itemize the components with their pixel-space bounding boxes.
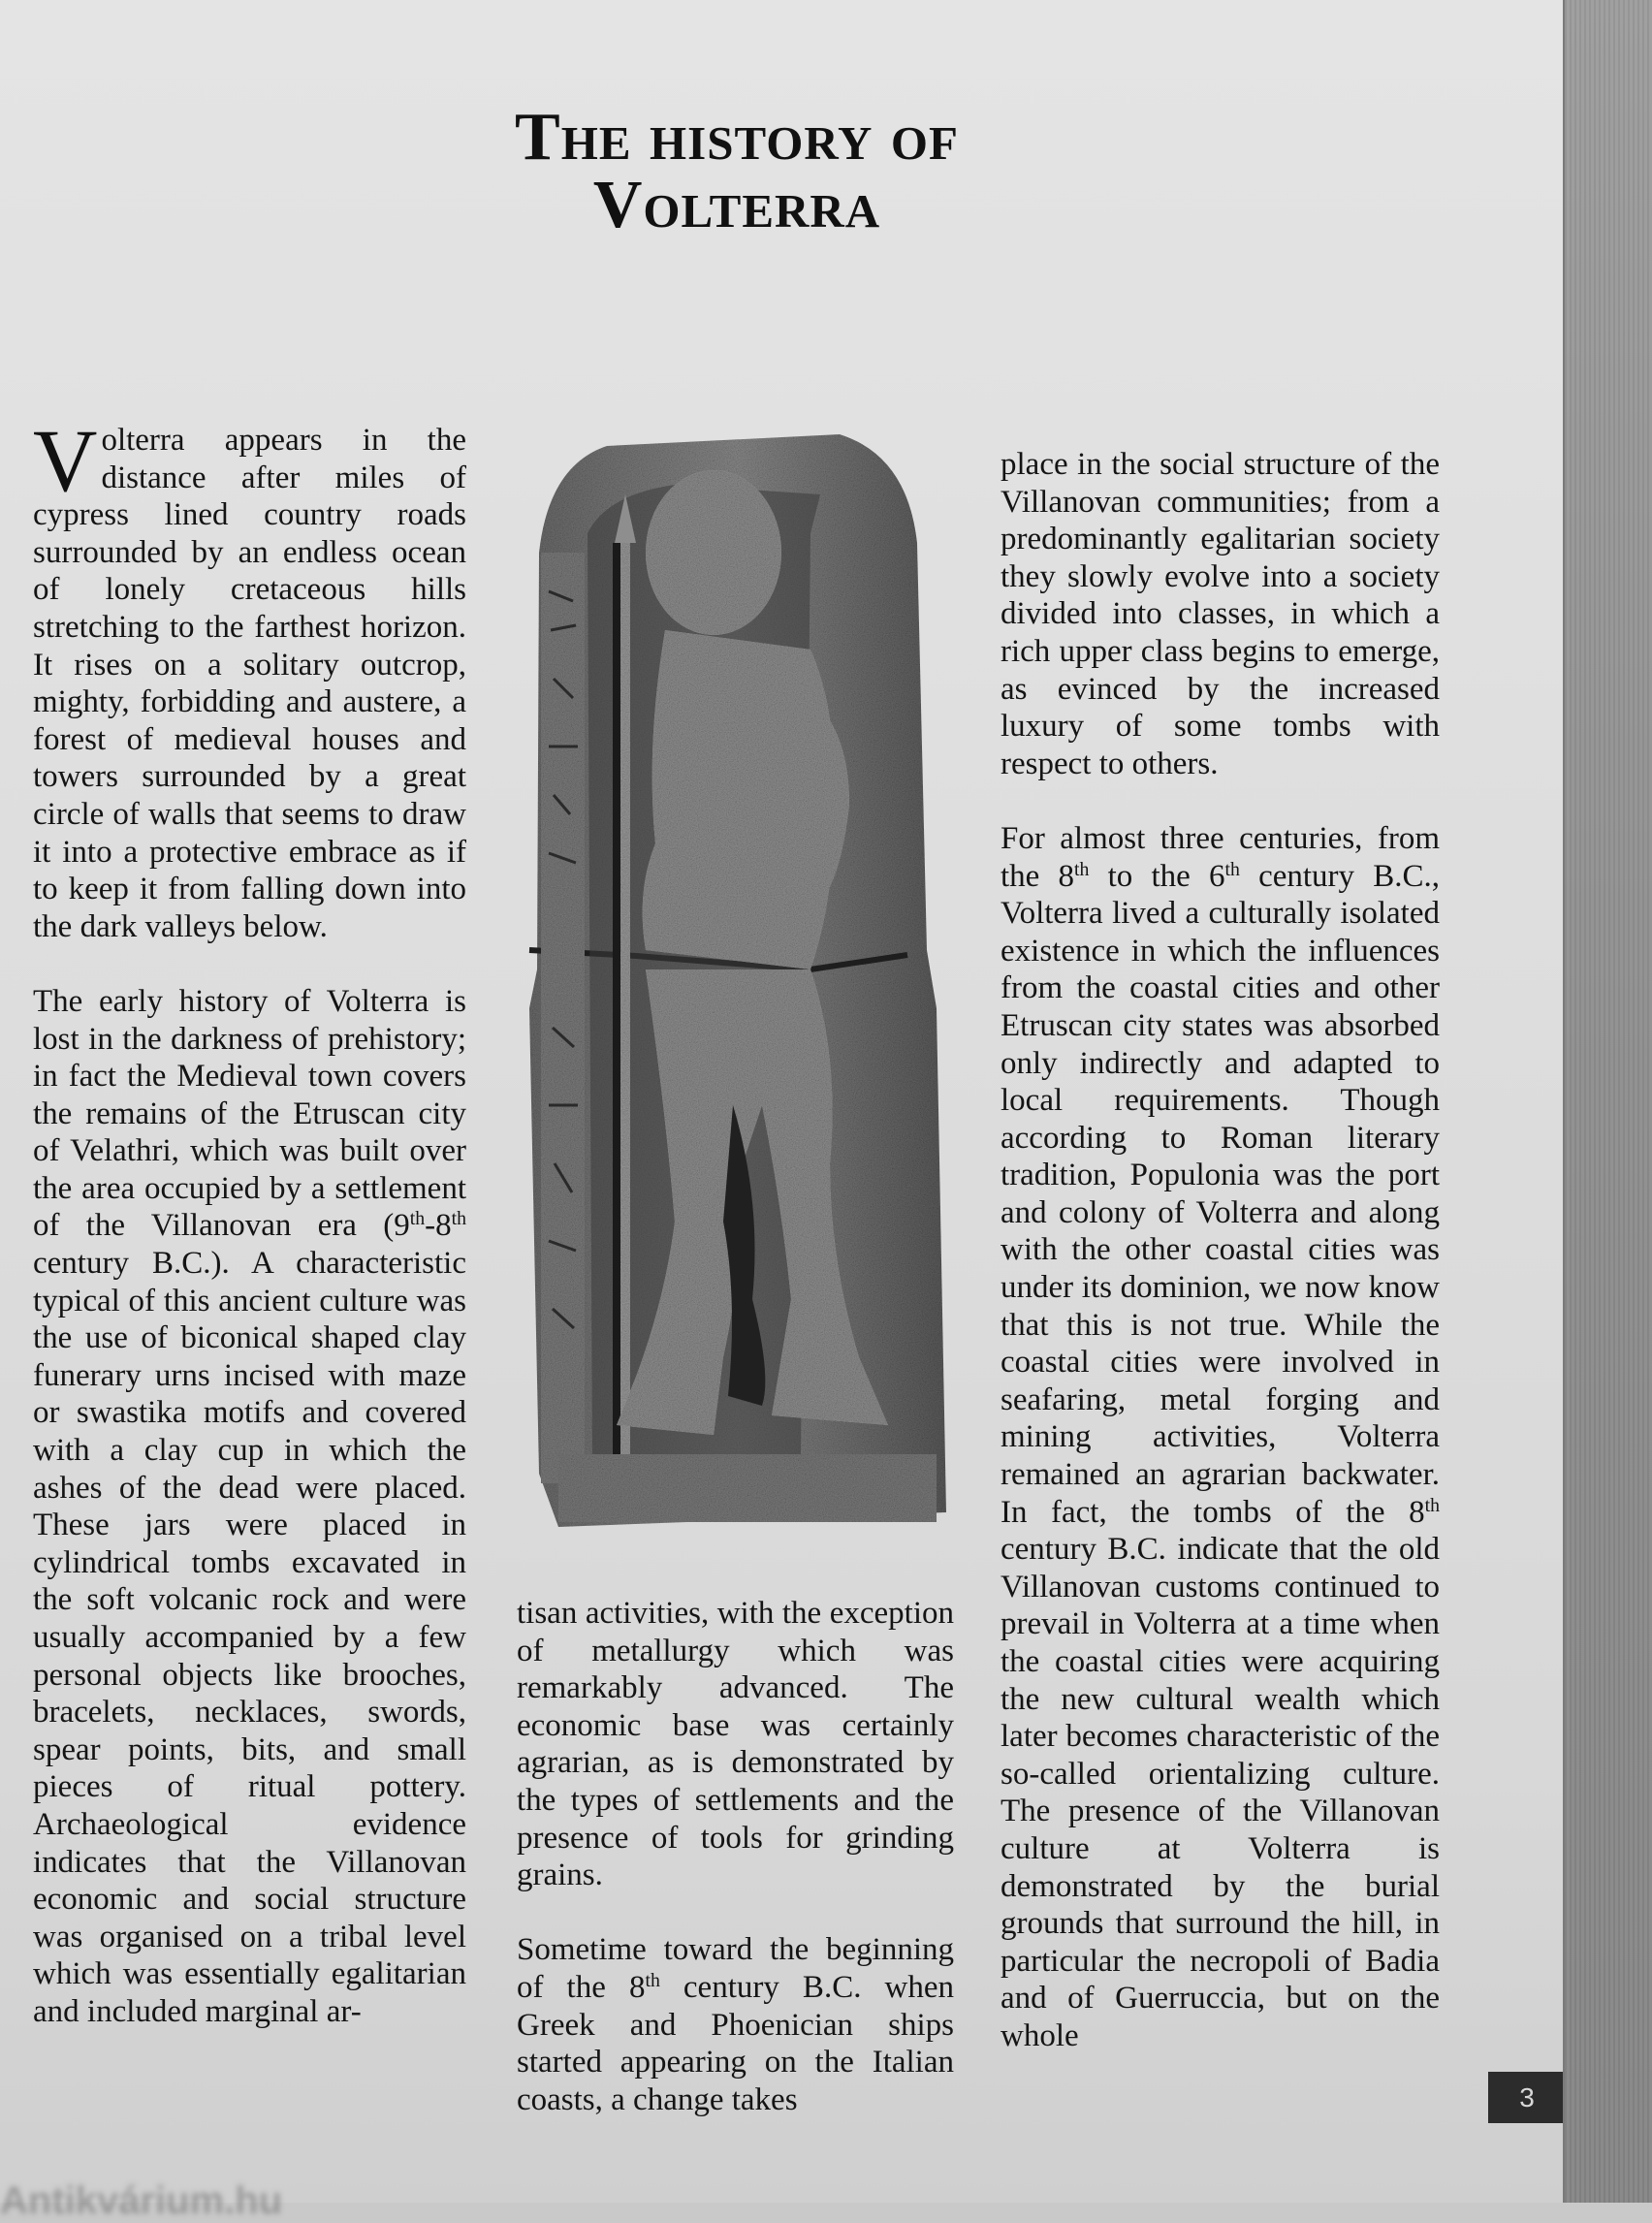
text-column-3 — [1001, 446, 1440, 2055]
ordinal-suffix: th — [645, 1970, 660, 1992]
page-title — [368, 100, 1105, 243]
text-column-1 — [33, 411, 466, 2031]
paragraph: place in the social structure of the Villanovan communities; from a predominantly egalitarian society they slowly evolve into a society divided into classes, in which a rich upper class begins to emerge, as evinced by the increased luxury of some tombs with respect to others. — [1001, 447, 1440, 781]
inscription-band — [541, 553, 585, 1483]
stele-base — [558, 1454, 937, 1522]
ordinal-suffix: th — [451, 1208, 466, 1230]
spear-shaft — [620, 533, 630, 1454]
ordinal-suffix: th — [409, 1208, 426, 1230]
paragraph: The early history of Volterra is lost in the darkness of prehistory; in fact the Medieval town covers the remains of the Etruscan city of Velathri, which was built over the area occupied by a settlement of the Villanovan era (9th-8th century B.C.). A characteristic typical of this ancient culture was the use of biconical shaped clay funerary urns incised with maze or swastika motifs and covered with a clay cup in which the ashes of the dead were placed. These jars were placed in cylindrical tombs excavated in the soft volcanic rock and were usually accompanied by a few personal objects like brooches, bracelets, necklaces, swords, spear points, bits, and small pieces of ritual pottery. Archaeological evidence indicates that the Villanovan economic and social structure was organised on a tribal level which was essentially egalitarian and included marginal ar- — [33, 983, 466, 2029]
paragraph: For almost three centuries, from the 8th to the 6th century B.C., Volterra lived a culturally isolated existence in which the influences from the coastal cities and other Etruscan city states was absorbed only indirectly and adapted to local requirements. Though according to Roman literary tradition, Populonia was the port and colony of Volterra and along with the other coastal cities was under its dominion, we now know that this is not true. While the coastal cities were involved in seafaring, metal forging and mining activities, Volterra remained an agrarian backwater. In fact, the tombs of the 8th century B.C. indicate that the old Villanovan customs continued to prevail in Volterra at a time when the coastal cities were acquiring the new cultural wealth which later becomes characteristic of the so-called orientalizing culture. The presence of the Villanovan culture at Volterra is demonstrated by the burial grounds that surround the hill, in particular the necropoli of Badia and of Guerruccia, but on the whole — [1001, 820, 1440, 2053]
ordinal-suffix: th — [1074, 858, 1090, 880]
drop-cap: V — [33, 411, 98, 510]
watermark: Antikvárium.hu — [0, 2179, 283, 2222]
paragraph-intro — [33, 411, 466, 945]
text-column-2 — [517, 1595, 954, 2118]
paragraph: tisan activities, with the exception of metallurgy which was remarkably advanced. The economic base was certainly agrarian, as is demonstrated by the types of settlements and the presence of tools for grinding grains. — [517, 1596, 954, 1893]
paragraph: Sometime toward the beginning of the 8th century B.C. when Greek and Phoenician ships started appearing on the Italian coasts, a change takes — [517, 1932, 955, 2117]
title-line-2: Volterra — [592, 168, 881, 243]
ordinal-suffix: th — [1424, 1494, 1440, 1516]
warrior-stele-image — [520, 427, 954, 1532]
ordinal-suffix: th — [1224, 858, 1240, 880]
spear-shaft-shadow — [613, 543, 620, 1454]
page-number-badge: 3 — [1488, 2072, 1566, 2123]
paragraph-text: olterra appears in the distance after miles of cypress lined country roads surrounded by an endless ocean of lonely cretaceous hills stretching to the farthest horizon. It rises on a solitary outcrop, mighty, forbidding and austere, a forest of medieval houses and towers surrounded by a great circle of walls that seems to draw it into a protective embrace as if to keep it from falling down into the dark valleys below. — [33, 423, 466, 944]
book-edge — [1563, 0, 1652, 2203]
stele-photograph — [520, 427, 954, 1532]
title-line-1: The history of — [515, 100, 959, 175]
